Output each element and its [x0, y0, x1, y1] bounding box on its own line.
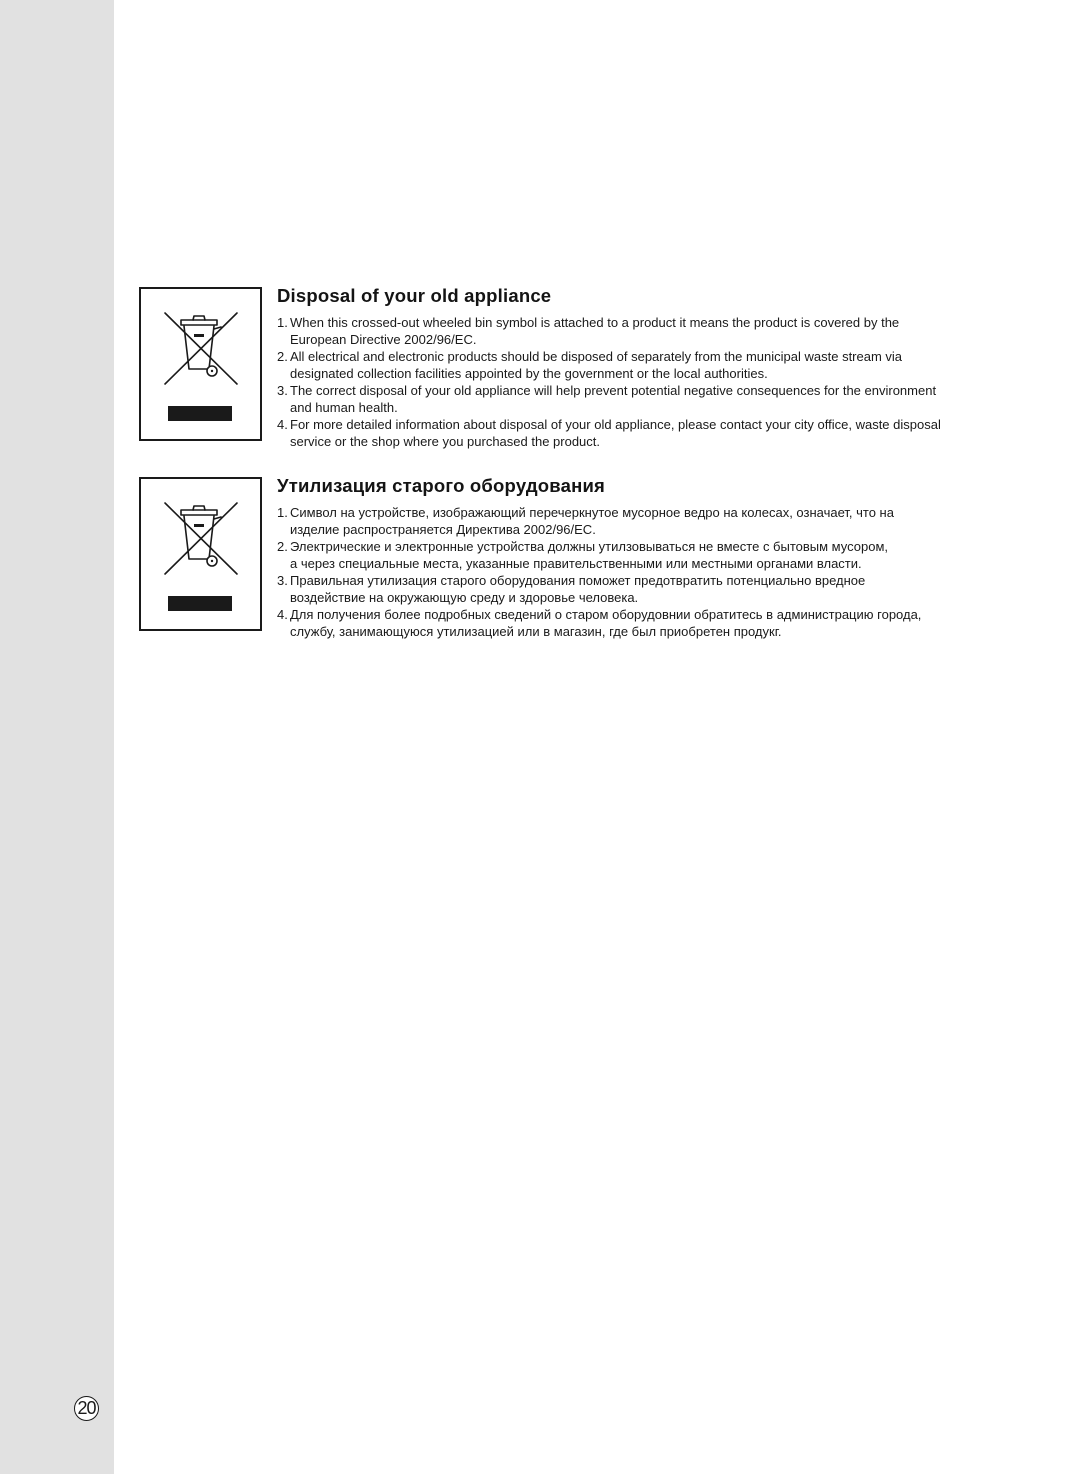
section-title: Утилизация старого оборудования [277, 475, 606, 496]
item-text-line: The correct disposal of your old appliance will help prevent potential negative consequences for the environment [290, 383, 937, 398]
item-text-line: and human health. [290, 400, 398, 415]
item-text-line: All electrical and electronic products should be disposed of separately from the municipal waste stream via [290, 349, 903, 364]
item-number: 1. [277, 505, 288, 520]
item-text-line: For more detailed information about disposal of your old appliance, please contact your city office, waste disposal [290, 417, 941, 432]
disposal-section-russian [277, 475, 1017, 640]
crossed-out-wheeled-bin-icon [141, 479, 260, 629]
item-text-line: Символ на устройстве, изображающий перечеркнутое мусорное ведро на колесах, означает, что на [290, 505, 894, 520]
item-text-line: воздействие на окружающую среду и здоровье человека. [290, 590, 639, 605]
disposal-section-english [277, 285, 1017, 450]
item-text-line: European Directive 2002/96/EC. [290, 332, 477, 347]
weee-symbol-box [139, 477, 262, 631]
page-margin-strip [0, 0, 114, 1474]
item-number: 3. [277, 383, 288, 398]
item-text-line: Электрические и электронные устройства должны утилзовываться не вместе с бытовым мусором, [290, 539, 888, 554]
list-item [277, 538, 1017, 572]
weee-underline-bar [168, 596, 232, 611]
item-text-line: службу, занимающуюся утилизацией или в магазин, где был приобретен продукг. [290, 624, 782, 639]
page-number: 20 [74, 1396, 99, 1421]
item-number: 3. [277, 573, 288, 588]
list-item [277, 416, 1017, 450]
list-item [277, 314, 1017, 348]
item-number: 1. [277, 315, 288, 330]
item-text-line: service or the shop where you purchased the product. [290, 434, 601, 449]
list-item [277, 572, 1017, 606]
list-item [277, 504, 1017, 538]
item-text-line: изделие распространяется Директива 2002/96/EC. [290, 522, 596, 537]
item-number: 4. [277, 417, 288, 432]
list-item [277, 606, 1017, 640]
section-title: Disposal of your old appliance [277, 285, 552, 306]
item-text-line: Правильная утилизация старого оборудования поможет предотвратить потенциально вредное [290, 573, 866, 588]
item-text-line: designated collection facilities appointed by the government or the local authorities. [290, 366, 768, 381]
item-text-line: Для получения более подробных сведений о старом оборудовнии обратитесь в администрацию города, [290, 607, 922, 622]
item-number: 2. [277, 349, 288, 364]
item-number: 2. [277, 539, 288, 554]
crossed-out-wheeled-bin-icon [141, 289, 260, 439]
weee-underline-bar [168, 406, 232, 421]
list-item [277, 382, 1017, 416]
item-text-line: а через специальные места, указанные правительственными или местными органами власти. [290, 556, 862, 571]
weee-symbol-box [139, 287, 262, 441]
list-item [277, 348, 1017, 382]
item-number: 4. [277, 607, 288, 622]
item-text-line: When this crossed-out wheeled bin symbol is attached to a product it means the product is covered by the [290, 315, 900, 330]
